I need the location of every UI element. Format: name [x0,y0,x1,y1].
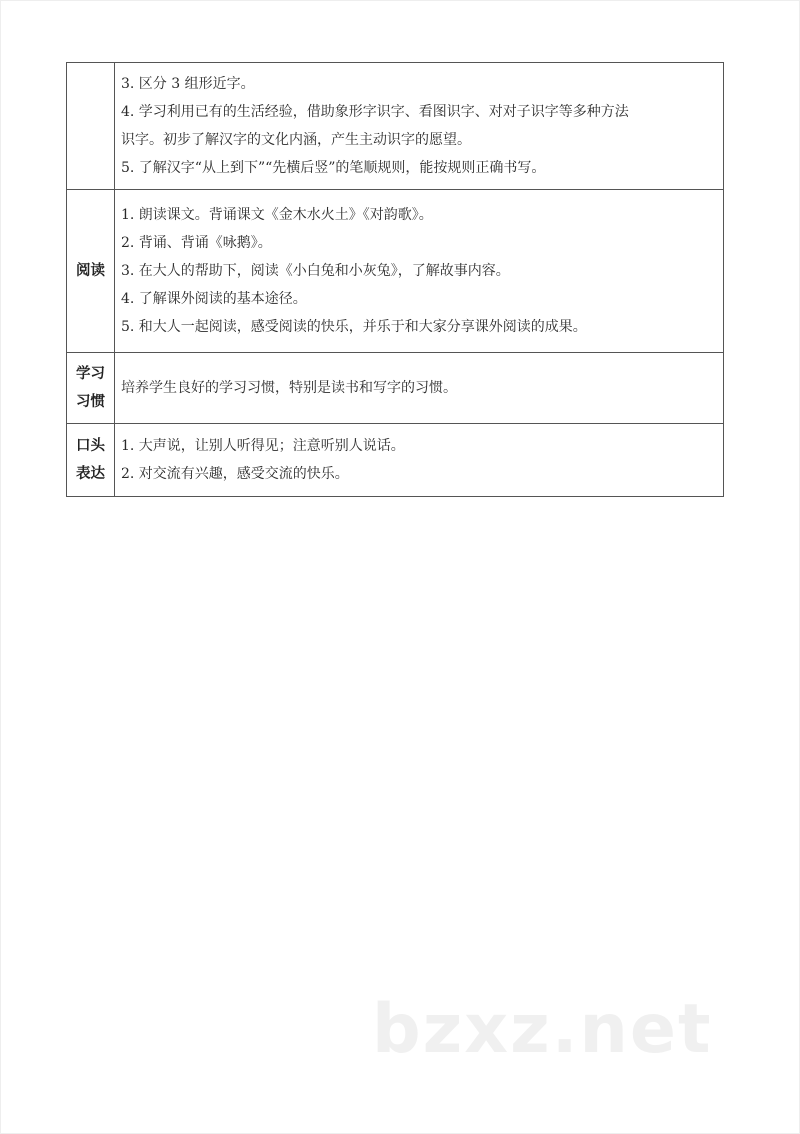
category-cell [67,63,115,190]
curriculum-requirements-table [66,62,724,497]
requirement-item: 1. 朗读课文。背诵课文《金木水火土》《对韵歌》。 [121,207,433,223]
table-row [67,190,724,353]
category-label-line: 学习 [76,366,105,382]
requirement-item: 1. 大声说，让别人听得见；注意听别人说话。 [121,438,405,454]
requirement-item: 3. 区分 3 组形近字。 [121,76,255,92]
requirements-cell [115,353,724,424]
category-cell-reading: 阅读 [67,190,115,353]
requirement-item-continuation: 识字。初步了解汉字的文化内涵，产生主动识字的愿望。 [121,132,471,148]
requirement-item: 5. 了解汉字“从上到下”“先横后竖”的笔顺规则，能按规则正确书写。 [121,160,546,176]
category-cell-study-habits [67,353,115,424]
requirement-item: 2. 背诵、背诵《咏鹅》。 [121,235,272,251]
requirement-item: 3. 在大人的帮助下，阅读《小白兔和小灰兔》，了解故事内容。 [121,263,510,279]
category-label-line: 表达 [76,466,105,482]
requirements-cell [115,63,724,190]
requirement-item: 5. 和大人一起阅读，感受阅读的快乐，并乐于和大家分享课外阅读的成果。 [121,319,587,335]
category-label-line: 口头 [76,438,105,454]
category-cell-oral-expression [67,424,115,497]
requirements-cell [115,190,724,353]
watermark: bzxz.net [372,990,713,1069]
requirement-item: 4. 学习利用已有的生活经验，借助象形字识字、看图识字、对对子识字等多种方法 [121,104,629,120]
table-row [67,63,724,190]
table-row [67,353,724,424]
requirement-item: 2. 对交流有兴趣，感受交流的快乐。 [121,466,349,482]
table-row [67,424,724,497]
requirements-cell [115,424,724,497]
category-label-line: 习惯 [76,394,105,410]
requirement-item: 培养学生良好的学习习惯，特别是读书和写字的习惯。 [121,380,457,396]
requirement-item: 4. 了解课外阅读的基本途径。 [121,291,307,307]
